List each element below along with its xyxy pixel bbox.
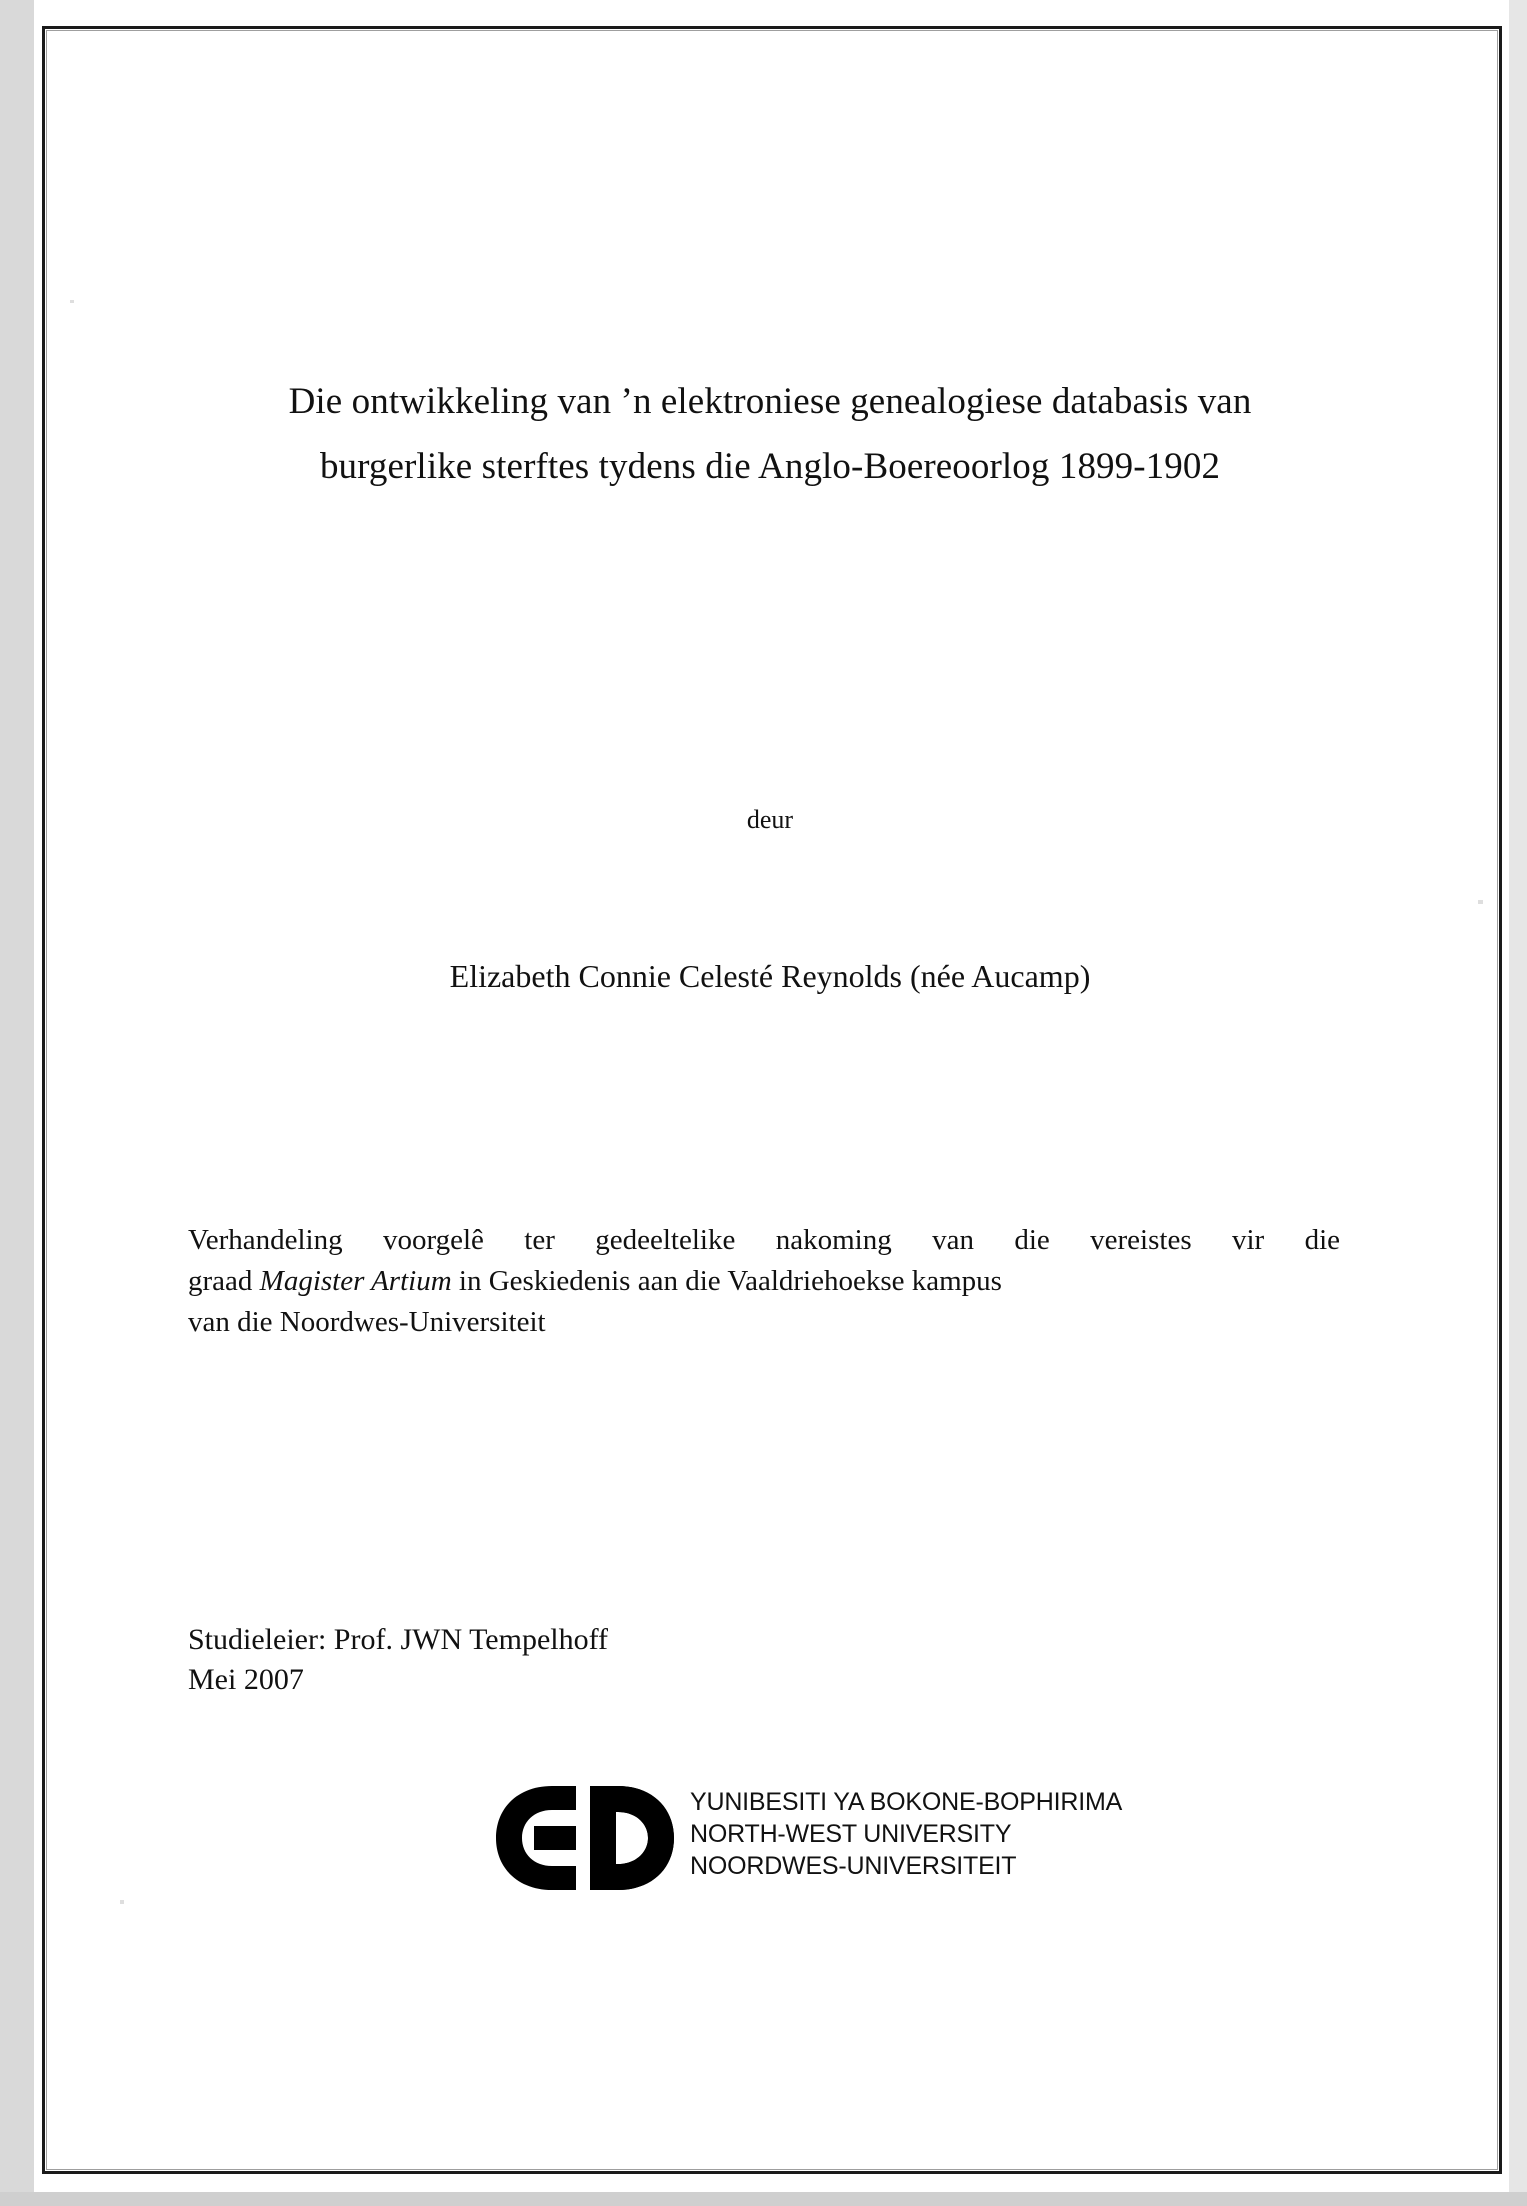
university-logo-text	[690, 1786, 1122, 1882]
degree-statement-line-1: Verhandeling voorgelê ter gedeeltelike nakoming van die vereistes vir die	[188, 1224, 1340, 1256]
logo-text-line-3: NOORDWES-UNIVERSITEIT	[690, 1852, 1017, 1880]
logo-text-line-1: YUNIBESITI YA BOKONE-BOPHIRIMA	[690, 1788, 1123, 1816]
degree-name-italic: Magister Artium	[259, 1265, 452, 1298]
scan-speckle	[1478, 900, 1483, 904]
title-line-2: burgerlike sterftes tydens die Anglo-Boereoorlog 1899-1902	[319, 445, 1221, 487]
scan-speckle	[70, 300, 74, 303]
university-logo	[490, 1782, 1190, 1902]
title-line-1: Die ontwikkeling van ’n elektroniese genealogiese databasis van	[288, 381, 1252, 422]
degree-statement-line-2	[188, 1261, 1340, 1302]
degree-statement	[188, 1220, 1340, 1344]
logo-text-line-2: NORTH-WEST UNIVERSITY	[690, 1820, 1012, 1848]
degree-statement-line-2-after: in Geskiedenis aan die Vaaldriehoekse kampus	[451, 1265, 1002, 1298]
document-content	[180, 0, 1360, 2206]
north-west-university-logo-mark-icon	[490, 1782, 685, 1894]
supervisor-line: Studieleier: Prof. JWN Tempelhoff	[188, 1623, 609, 1656]
supervisor-block	[188, 1620, 1088, 1700]
scan-edge-right	[1509, 0, 1527, 2206]
degree-statement-line-2-before: graad	[188, 1265, 260, 1298]
author-name: Elizabeth Connie Celesté Reynolds (née Aucamp)	[449, 958, 1091, 994]
scan-edge-left	[0, 0, 34, 2206]
degree-statement-line-3: van die Noordwes-Universiteit	[188, 1306, 546, 1339]
by-label: deur	[746, 805, 794, 834]
date-line: Mei 2007	[188, 1662, 304, 1696]
scan-speckle	[120, 1900, 124, 1904]
page-title	[180, 370, 1360, 500]
